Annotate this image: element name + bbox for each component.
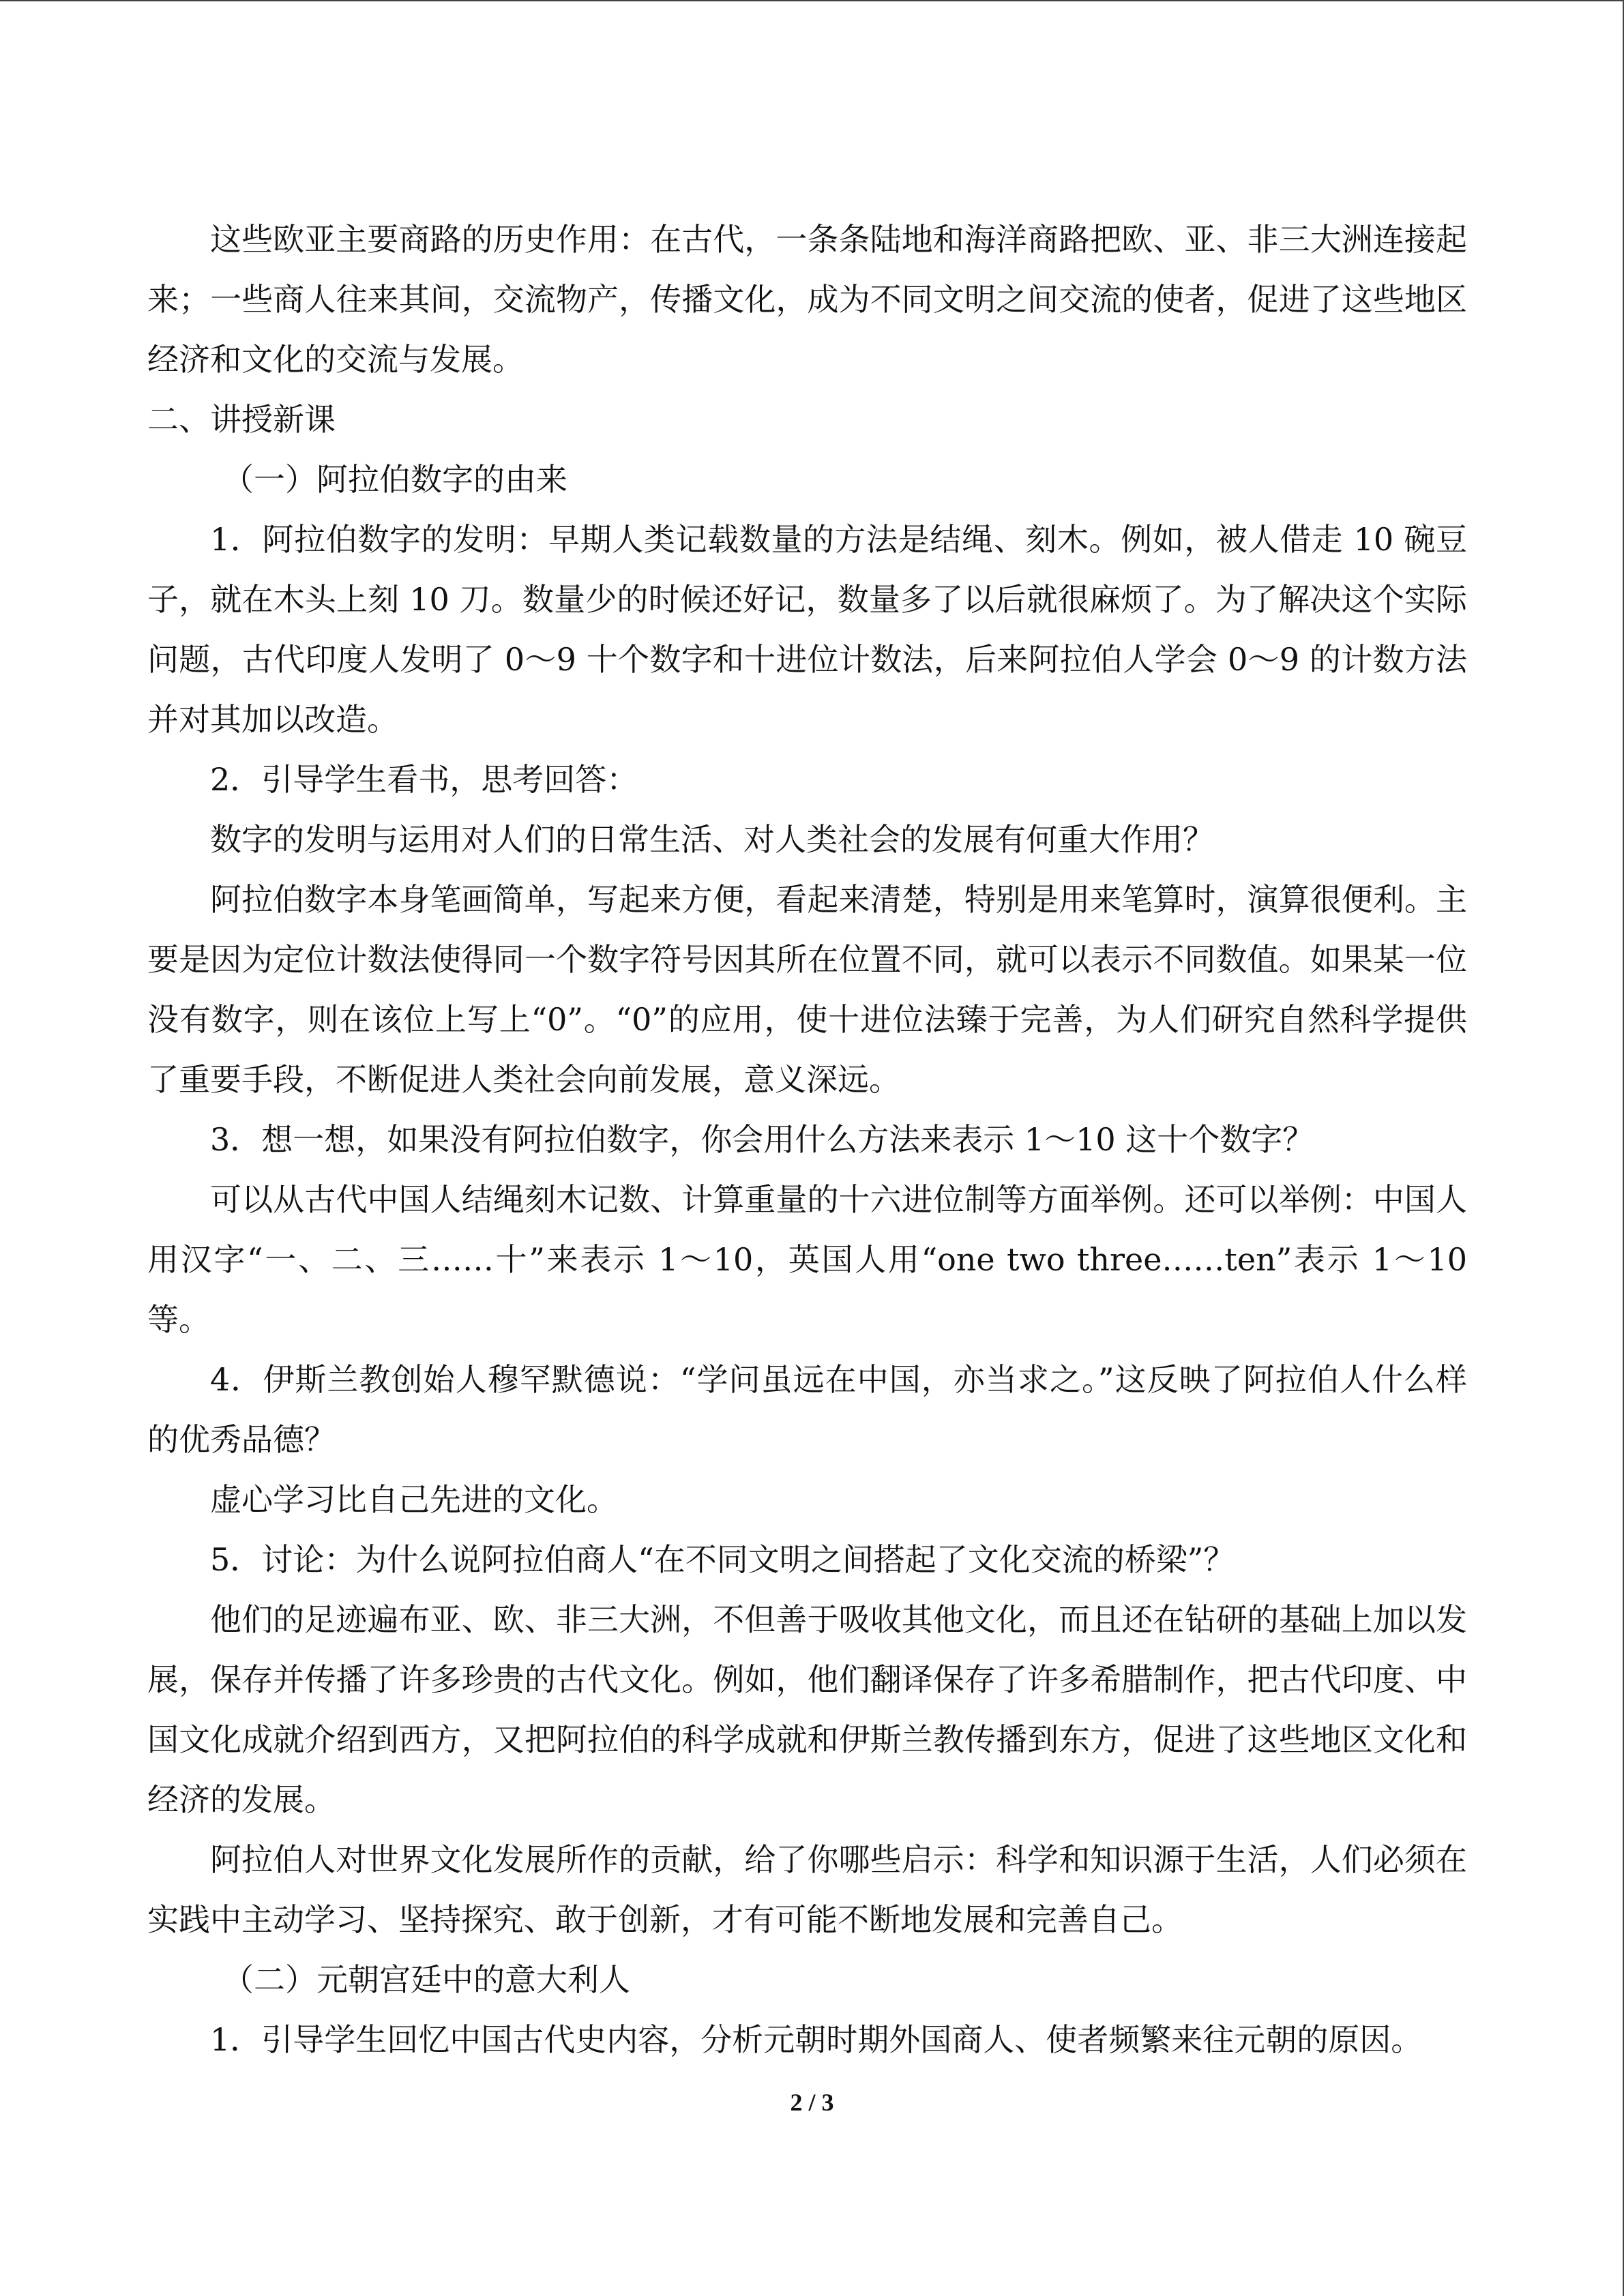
paragraph-discussion-bridge: 5．讨论：为什么说阿拉伯商人“在不同文明之间搭起了文化交流的桥梁”？ bbox=[210, 1541, 1235, 1578]
paragraph-answer-numerals-role: 阿拉伯数字本身笔画简单，写起来方便，看起来清楚，特别是用来笔算时，演算很便利。主要是因为定位计数法使得同一个数字符号因其所在位置不同，就可以表示不同数值。如果某一位没有数字，则在该位上写上“0”。“0”的应用，使十进位法臻于完善，为人们研究自然科学提供了重要手段，不断促进人类社会向前发展，意义深远。 bbox=[147, 881, 1467, 1098]
paragraph-enlightenment: 阿拉伯人对世界文化发展所作的贡献，给了你哪些启示：科学和知识源于生活，人们必须在实践中主动学习、坚持探究、敢于创新，才有可能不断地发展和完善自己。 bbox=[147, 1841, 1467, 1938]
paragraph-yuan-review: 1．引导学生回忆中国古代史内容，分析元朝时期外国商人、使者频繁来往元朝的原因。 bbox=[210, 2021, 1423, 2058]
paragraph-question-muhammad-quote: 4．伊斯兰教创始人穆罕默德说：“学问虽远在中国，亦当求之。”这反映了阿拉伯人什么样的优秀品德？ bbox=[147, 1361, 1467, 1458]
subsection-heading-yuan-italians: （二）元朝宫廷中的意大利人 bbox=[222, 1961, 630, 1998]
paragraph-question-without-numerals: 3．想一想，如果没有阿拉伯数字，你会用什么方法来表示 1～10 这十个数字？ bbox=[210, 1121, 1314, 1158]
paragraph-question-numerals-role: 数字的发明与运用对人们的日常生活、对人类社会的发展有何重大作用？ bbox=[210, 821, 1214, 858]
paragraph-answer-humble-learning: 虚心学习比自己先进的文化。 bbox=[210, 1481, 618, 1518]
paragraph-answer-without-numerals: 可以从古代中国人结绳刻木记数、计算重量的十六进位制等方面举例。还可以举例：中国人用汉字“一、二、三……十”来表示 1～10，英国人用“one two three……ten”表示 1～10 等。 bbox=[147, 1181, 1467, 1338]
paragraph-guide-reading: 2．引导学生看书，思考回答： bbox=[210, 761, 638, 798]
paragraph-trade-routes-summary: 这些欧亚主要商路的历史作用：在古代，一条条陆地和海洋商路把欧、亚、非三大洲连接起来；一些商人往来其间，交流物产，传播文化，成为不同文明之间交流的使者，促进了这些地区经济和文化的交流与发展。 bbox=[147, 221, 1467, 378]
subsection-heading-arabic-numerals: （一）阿拉伯数字的由来 bbox=[222, 461, 567, 498]
page-number: 2 / 3 bbox=[790, 2089, 834, 2116]
paragraph-numerals-invention: 1．阿拉伯数字的发明：早期人类记载数量的方法是结绳、刻木。例如，被人借走 10 碗豆子，就在木头上刻 10 刀。数量少的时候还好记，数量多了以后就很麻烦了。为了解决这个实际问题，古代印度人发明了 0～9 十个数字和十进位计数法，后来阿拉伯人学会 0～9 的计数方法并对其加以改造。 bbox=[147, 521, 1467, 738]
section-heading-new-lesson: 二、讲授新课 bbox=[147, 401, 336, 438]
paragraph-answer-bridge: 他们的足迹遍布亚、欧、非三大洲，不但善于吸收其他文化，而且还在钻研的基础上加以发展，保存并传播了许多珍贵的古代文化。例如，他们翻译保存了许多希腊制作，把古代印度、中国文化成就介绍到西方，又把阿拉伯的科学成就和伊斯兰教传播到东方，促进了这些地区文化和经济的发展。 bbox=[147, 1601, 1467, 1818]
document-body bbox=[147, 209, 1467, 2070]
